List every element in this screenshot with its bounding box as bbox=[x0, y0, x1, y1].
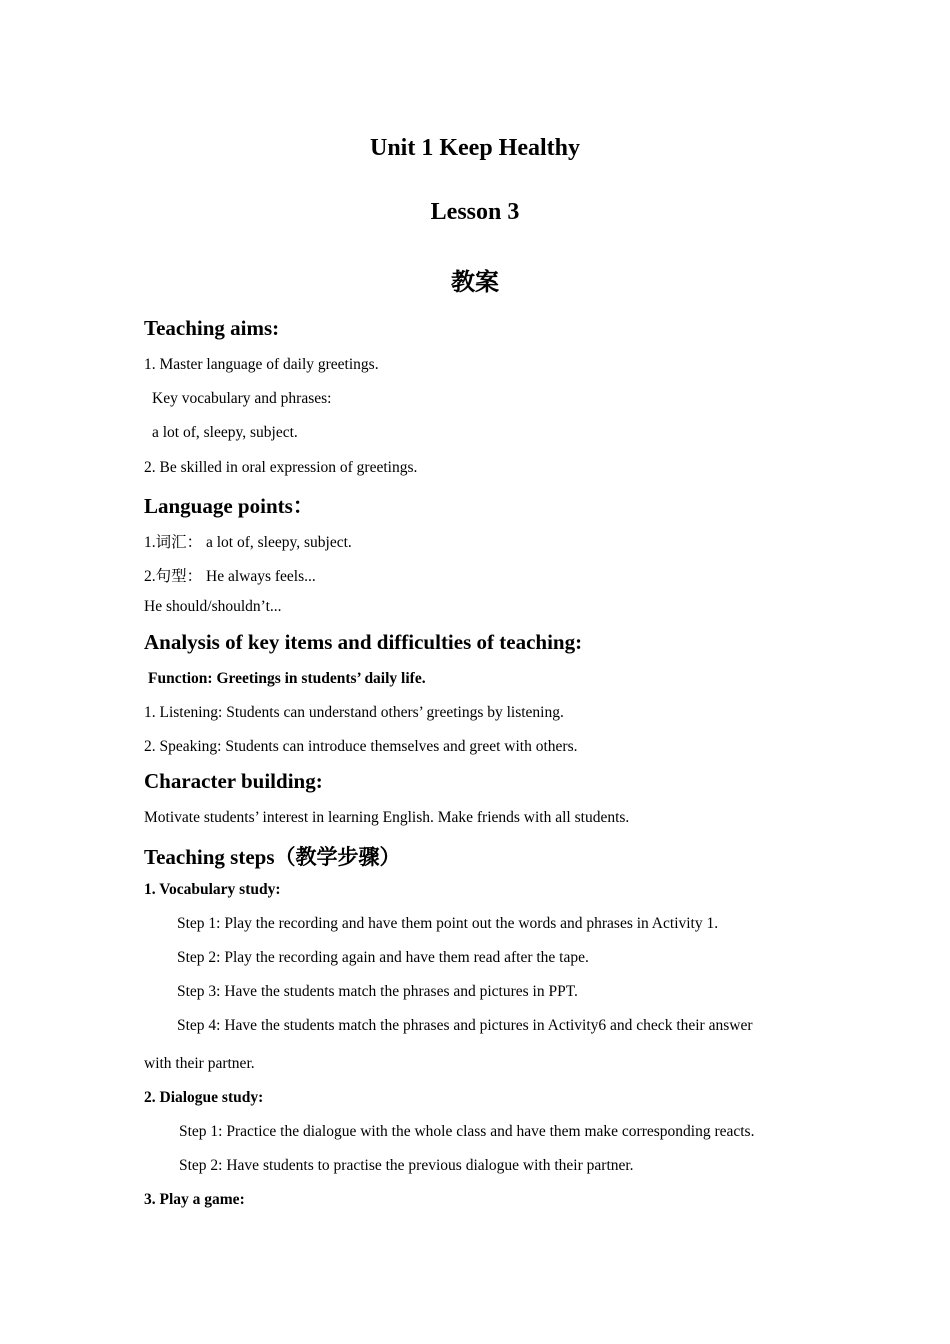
teaching-steps-heading: Teaching steps（教学步骤） bbox=[144, 845, 401, 869]
vocabulary-step: Step 4: Have the students match the phrases and pictures in Activity6 and check their answer bbox=[177, 1017, 753, 1034]
language-points-heading: Language points： bbox=[144, 494, 314, 518]
vocabulary-step: Step 3: Have the students match the phrases and pictures in PPT. bbox=[177, 983, 578, 1000]
analysis-line: 2. Speaking: Students can introduce themselves and greet with others. bbox=[144, 738, 578, 755]
aim-line: 2. Be skilled in oral expression of greetings. bbox=[144, 459, 418, 476]
vocabulary-study-label: 1. Vocabulary study: bbox=[144, 881, 281, 898]
document-title: Unit 1 Keep Healthy bbox=[370, 135, 580, 161]
play-game-label: 3. Play a game: bbox=[144, 1191, 245, 1208]
vocabulary-step-continuation: with their partner. bbox=[144, 1055, 255, 1072]
aim-line: 1. Master language of daily greetings. bbox=[144, 356, 379, 373]
language-point-line: He should/shouldn’t... bbox=[144, 598, 282, 615]
analysis-heading: Analysis of key items and difficulties of teaching: bbox=[144, 630, 583, 654]
aim-line: a lot of, sleepy, subject. bbox=[152, 424, 298, 441]
vocabulary-step: Step 2: Play the recording again and have them read after the tape. bbox=[177, 949, 589, 966]
teaching-aims-heading: Teaching aims: bbox=[144, 316, 280, 340]
language-point-line: 1.词汇： a lot of, sleepy, subject. bbox=[144, 534, 352, 551]
dialogue-step: Step 1: Practice the dialogue with the whole class and have them make corresponding reacts. bbox=[179, 1123, 755, 1140]
dialogue-step: Step 2: Have students to practise the previous dialogue with their partner. bbox=[179, 1157, 634, 1174]
aim-line: Key vocabulary and phrases: bbox=[152, 390, 332, 407]
dialogue-study-label: 2. Dialogue study: bbox=[144, 1089, 264, 1106]
character-building-line: Motivate students’ interest in learning English. Make friends with all students. bbox=[144, 809, 630, 826]
lesson-title: Lesson 3 bbox=[430, 199, 520, 225]
language-point-line: 2.句型： He always feels... bbox=[144, 568, 316, 585]
doc-type-title: 教案 bbox=[451, 270, 499, 296]
analysis-function: Function: Greetings in students’ daily life. bbox=[148, 670, 426, 687]
vocabulary-step: Step 1: Play the recording and have them point out the words and phrases in Activity 1. bbox=[177, 915, 719, 932]
character-building-heading: Character building: bbox=[144, 769, 323, 793]
analysis-line: 1. Listening: Students can understand others’ greetings by listening. bbox=[144, 704, 564, 721]
